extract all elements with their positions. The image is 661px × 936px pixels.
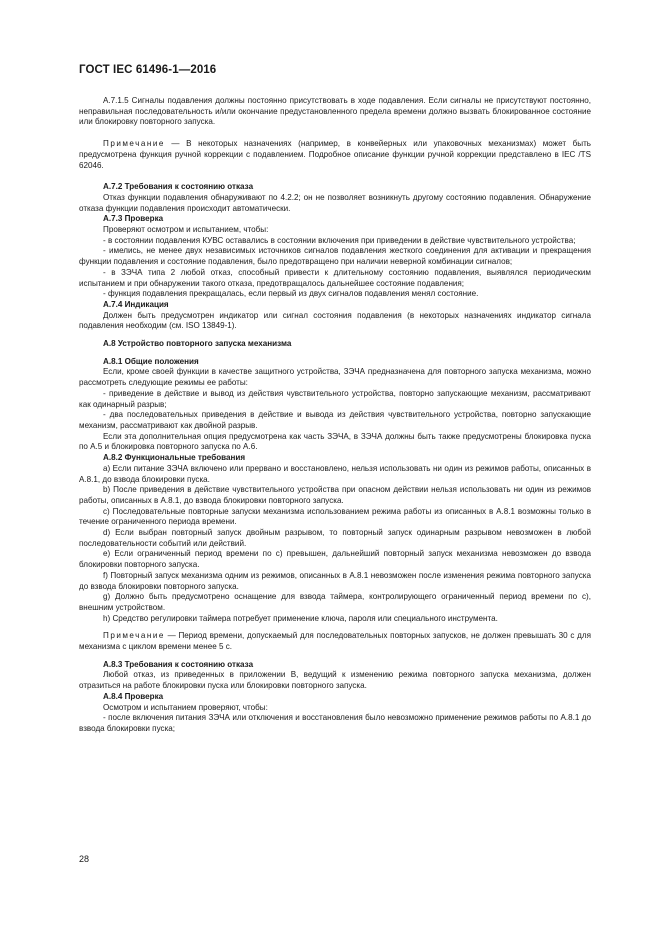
note-label: Примечание: [103, 631, 165, 641]
paragraph-a83: Любой отказ, из приведенных в приложении В, ведущий к изменению режима повторного запуска механизма, должен отразиться на работе блокировки пуска или блокировки повторного запуска.: [79, 670, 591, 691]
list-item: c) Последовательные повторные запуски механизма использованием режима работы из описанных в А.8.1 возможны только в течение ограниченного периода времени.: [79, 506, 591, 527]
heading-a84: А.8.4 Проверка: [103, 691, 164, 701]
note-text: — Период времени, допускаемый для последовательных повторных запусков, не должен превышать 30 с для механизма с циклом времени менее 5 с.: [79, 631, 591, 652]
note-label: Примечание: [103, 139, 165, 149]
list-item: - функция подавления прекращалась, если первый из двух сигналов подавления менял состояние.: [103, 289, 479, 299]
heading-a83: А.8.3 Требования к состоянию отказа: [103, 659, 254, 669]
page-number: 28: [79, 854, 90, 864]
list-item: g) Должно быть предусмотрено оснащение для взвода таймера, контролирующего ограниченный период времени по с), внешним устройством.: [79, 592, 591, 612]
list-item: a) Если питание ЗЭЧА включено или прервано и восстановлено, нельзя использовать ни один из режимов работы, описанных в А.8.1, до взвода блокировки пуска.: [79, 463, 591, 484]
list-item: h) Средство регулировки таймера потребует применение ключа, пароля или специального инструмента.: [103, 613, 498, 623]
note-paragraph: [79, 631, 591, 652]
list-item: - в состоянии подавления КУВС оставались в состоянии включения при приведении в действие чувствительного устройства;: [103, 235, 576, 245]
document-body: [79, 96, 591, 735]
heading-a81: А.8.1 Общие положения: [103, 356, 199, 366]
list-item: - имелись, не менее двух независимых источников сигналов подавления жесткого соединения для активации и прекращения функции подавления и состояние подавления, было предотвращено при наличии неверной комбинации сигналов;: [79, 246, 591, 267]
list-item: f) Повторный запуск механизма одним из режимов, описанных в А.8.1 невозможен после изменения режима повторного запуска до взвода блокировки повторного запуска.: [79, 570, 591, 591]
heading-a8: А.8 Устройство повторного запуска механизма: [103, 339, 292, 349]
page-header: ГОСТ IEC 61496-1—2016: [79, 64, 217, 76]
list-item: - два последовательных приведения в действие и вывода из действия чувствительного устройства, повторно запускающие механизм, рассматривают как двойной разрыв.: [79, 410, 591, 430]
list-item: b) После приведения в действие чувствительного устройства при опасном действии нельзя использовать ни один из режимов работы, описанных в А.8.1, до взвода блокировки повторного запуска.: [79, 485, 591, 505]
lead-a84: Осмотром и испытанием проверяют, чтобы:: [103, 702, 268, 712]
note-paragraph: [79, 139, 591, 171]
heading-a73: А.7.3 Проверка: [103, 214, 164, 224]
paragraph-a715: А.7.1.5 Сигналы подавления должны постоянно присутствовать в ходе подавления. Если сигналы не присутствуют постоянно, неправильная последовательность и/или окончание предустановленного предела времени должно вызвать блокированное состояние или блокировку повторного запуска.: [79, 96, 591, 127]
list-item: d) Если выбран повторный запуск двойным разрывом, то повторный запуск одинарным разрывом невозможен в любой последовательности событий или действий.: [79, 528, 591, 548]
paragraph-a72: Отказ функции подавления обнаруживают по 4.2.2; он не позволяет возникнуть другому состоянию подавления. Обнаружение отказа функции подавления происходит автоматически.: [79, 192, 591, 213]
paragraph-a81-tail: Если эта дополнительная опция предусмотрена как часть ЗЭЧА, в ЗЭЧА должны быть также предусмотрены блокировка пуска по А.5 и блокировка повторного запуска по А.6.: [79, 431, 591, 452]
heading-a82: А.8.2 Функциональные требования: [103, 453, 246, 463]
heading-a74: А.7.4 Индикация: [103, 299, 169, 309]
lead-a81: Если, кроме своей функции в качестве защитного устройства, ЗЭЧА предназначена для повторного запуска механизма, можно рассмотреть следующие режимы ее работы:: [79, 367, 591, 388]
paragraph-a74: Должен быть предусмотрен индикатор или сигнал состояния подавления (в некоторых назначениях индикатор сигнала подавления необходим (см. ISO 13849-1).: [79, 310, 591, 331]
list-item: - после включения питания ЗЭЧА или отключения и восстановления было невозможно применение режимов работы по А.8.1 до взвода блокировки пуска;: [79, 713, 591, 733]
list-item: - приведение в действие и вывод из действия чувствительного устройства, повторно запускающие механизм, рассматривают как одинарный разрыв;: [79, 388, 591, 409]
note-text: — В некоторых назначениях (например, в конвейерных или упаковочных механизмах) может быть предусмотрена функция ручной коррекции с подавлением. Подробное описание функции ручной коррекции представлено в IEC /TS 62046.: [79, 139, 591, 170]
heading-a72: А.7.2 Требования к состоянию отказа: [103, 182, 254, 192]
list-item: e) Если ограниченный период времени по с) превышен, дальнейший повторный запуск механизма невозможен до взвода блокировки повторного запуска.: [79, 549, 591, 570]
list-item: - в ЗЭЧА типа 2 любой отказ, способный привести к длительному состоянию подавления, выявлялся периодическим испытанием и при обнаружении такого отказа, предотвращалось дальнейшее состояние подавления;: [79, 267, 591, 288]
lead-a73: Проверяют осмотром и испытанием, чтобы:: [103, 225, 269, 235]
